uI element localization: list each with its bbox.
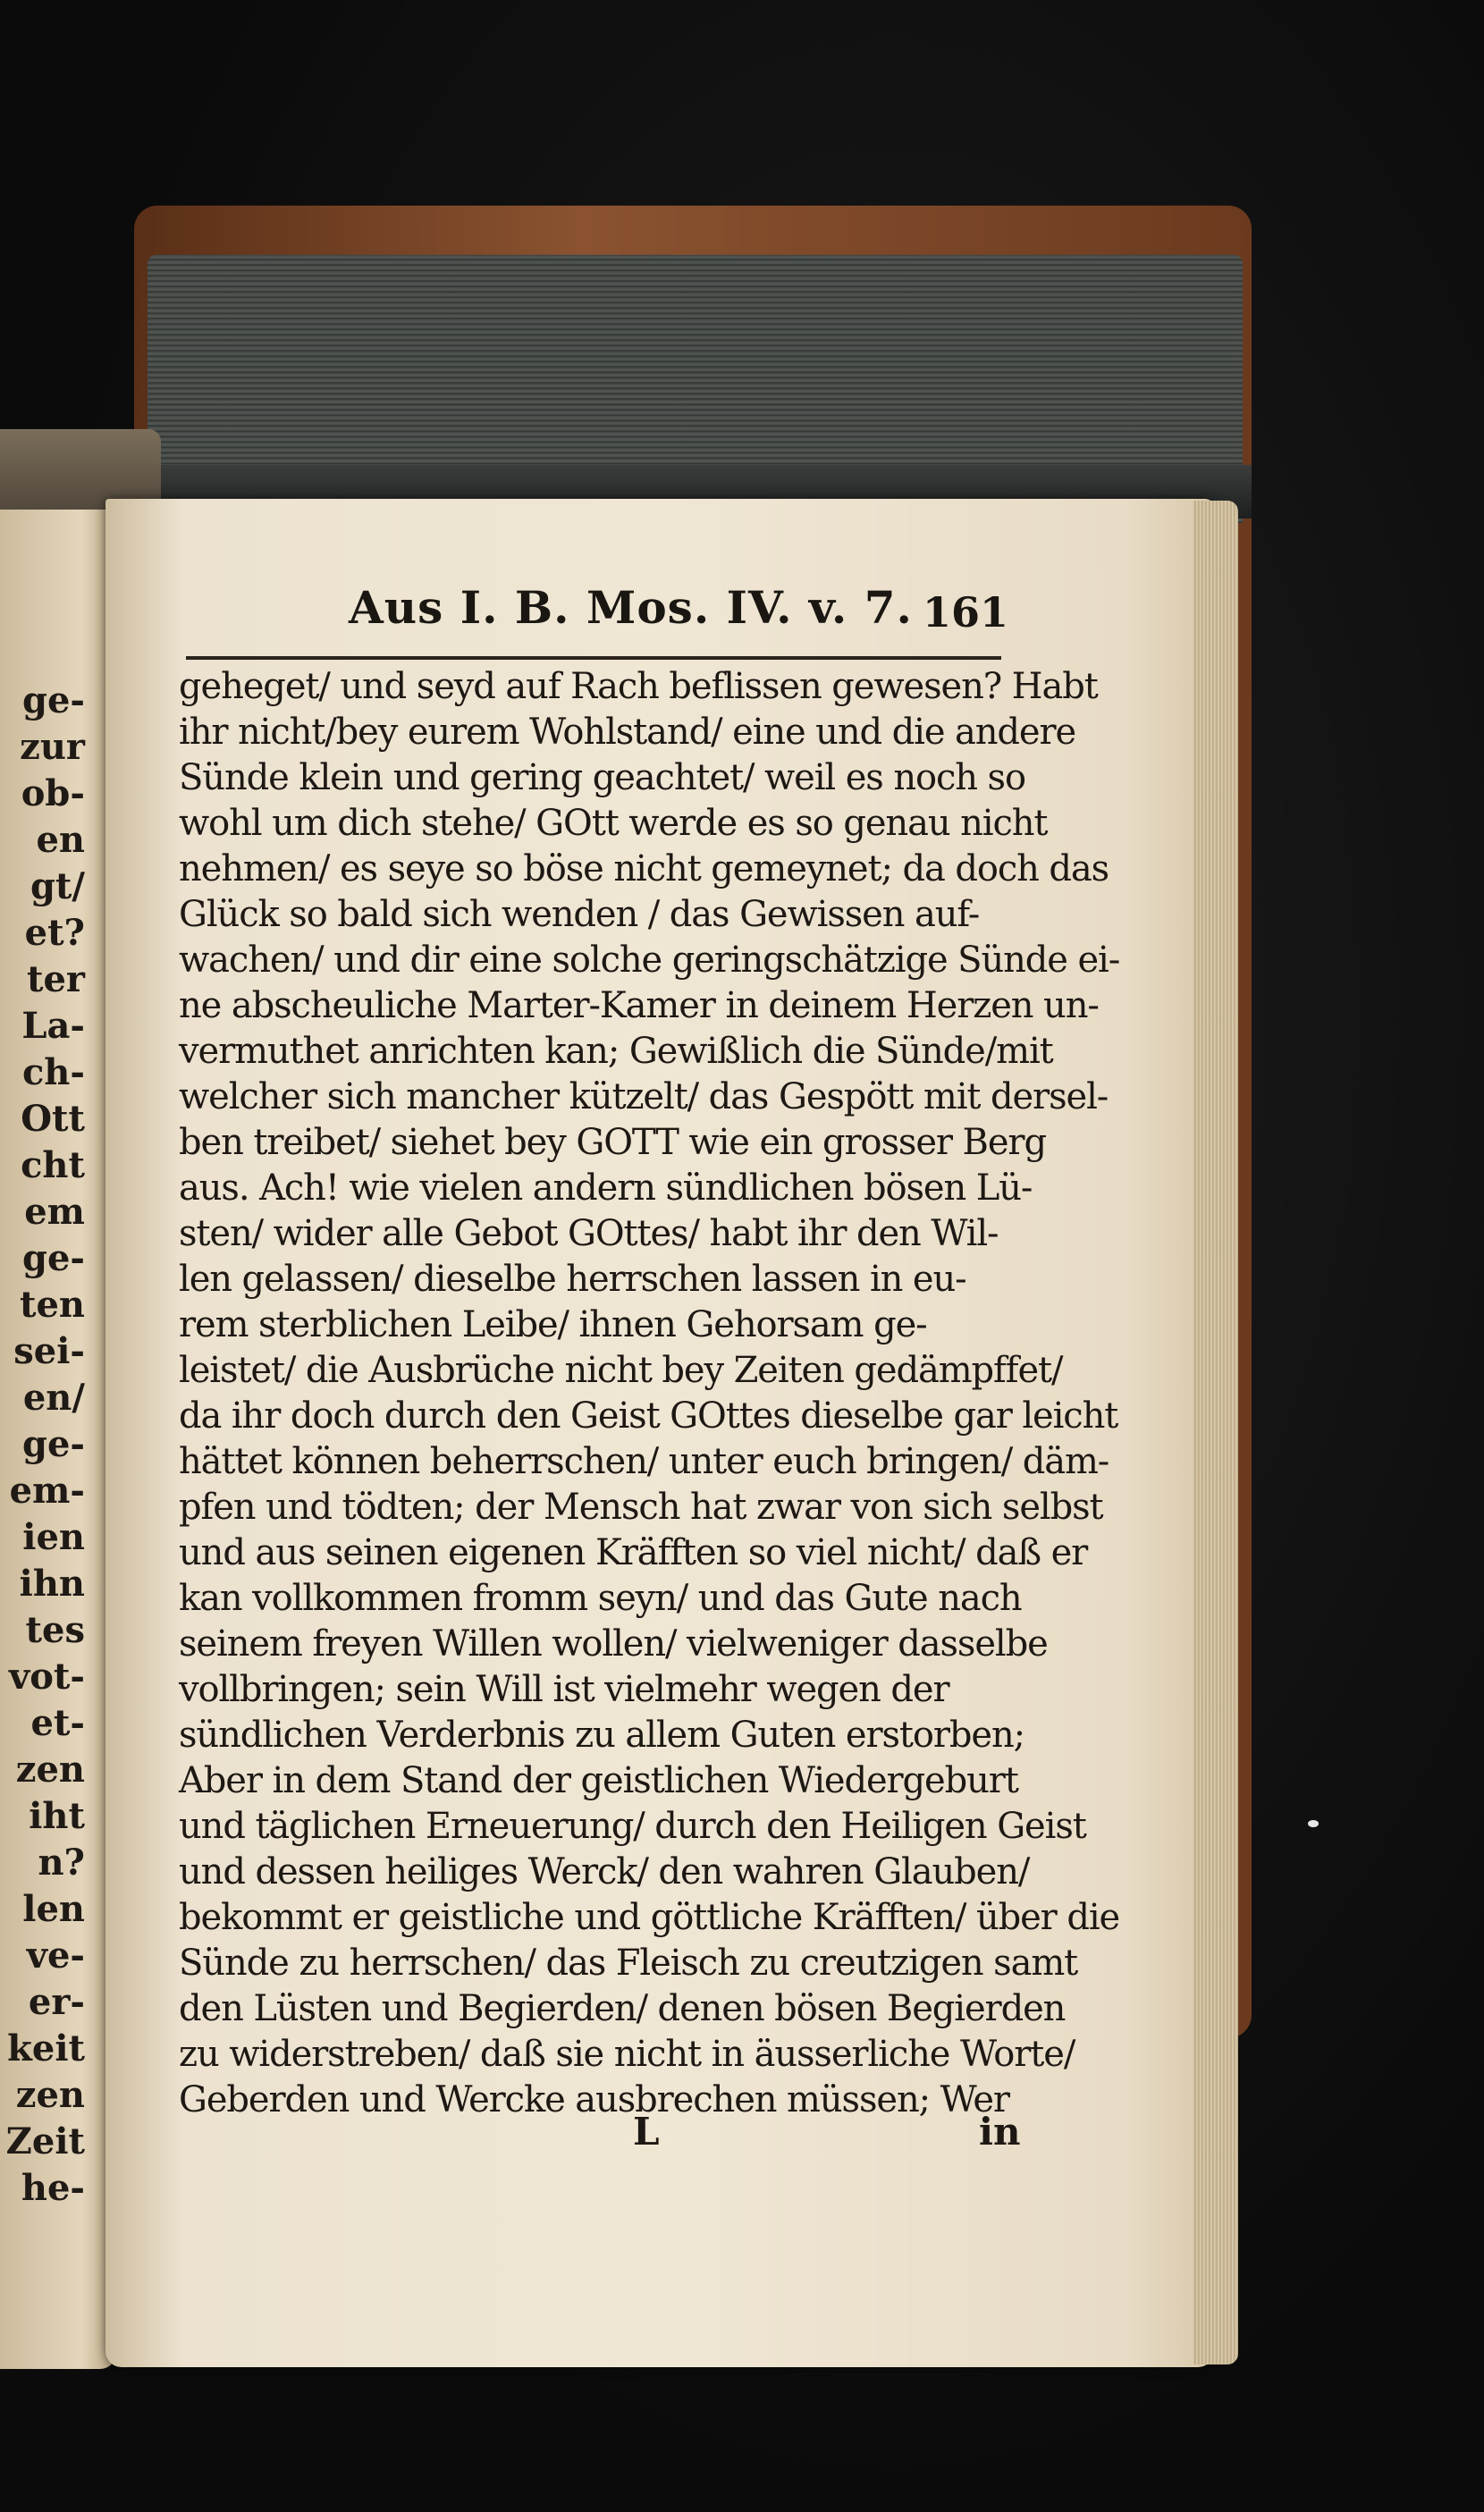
left-page-fragment: ve- [26,1935,85,1977]
text-line: Glück so bald sich wenden / das Gewissen auf- [179,894,980,935]
text-line: seinem freyen Willen wollen/ vielweniger dasselbe [179,1623,1048,1665]
text-line: ihr nicht/bey eurem Wohlstand/ eine und die andere [179,712,1076,753]
text-line: pfen und tödten; der Mensch hat zwar von sich selbst [179,1487,1103,1528]
left-page-fragment: ter [27,958,85,1000]
text-line: hättet können beherrschen/ unter euch bringen/ däm- [179,1441,1109,1482]
left-page-fragment: La- [21,1005,85,1047]
page-fore-edge [1193,501,1238,2364]
text-line: nehmen/ es seye so böse nicht gemeynet; da doch das [179,848,1109,889]
text-line: Geberden und Wercke ausbrechen müssen; Wer [179,2079,1009,2120]
left-page-fragment: ten [19,1284,85,1326]
left-page-fragment: Zeit [5,2120,85,2162]
left-page-fragment: ge- [21,679,85,721]
text-line: da ihr doch durch den Geist GOttes dieselbe gar leicht [179,1395,1118,1437]
text-line: vermuthet anrichten kan; Gewißlich die Sünde/mit [179,1031,1053,1072]
text-line: sündlichen Verderbnis zu allem Guten erstorben; [179,1715,1025,1756]
left-page-fragment: zen [15,1749,85,1791]
text-line: len gelassen/ dieselbe herrschen lassen in eu- [179,1259,966,1300]
left-page-text-fragments [0,679,85,2213]
dust-speck [1308,1820,1319,1827]
left-page-fragment: ge- [21,1237,85,1279]
text-line: den Lüsten und Begierden/ denen bösen Begierden [179,1988,1066,2029]
left-page-fragment: en [36,819,85,861]
text-line: rem sterblichen Leibe/ ihnen Gehorsam ge- [179,1304,927,1345]
left-page-fragment: et? [24,912,85,954]
text-line: aus. Ach! wie vielen andern sündlichen bösen Lü- [179,1167,1033,1209]
left-page-fragment: ien [22,1516,85,1558]
text-line: und dessen heiliges Werck/ den wahren Glauben/ [179,1851,1030,1892]
left-page-fragment: sei- [13,1330,85,1372]
text-line: bekommt er geistliche und göttliche Kräfften/ über die [179,1897,1120,1938]
running-head: Aus I. B. Mos. IV. v. 7. [349,581,913,634]
text-line: leistet/ die Ausbrüche nicht bey Zeiten gedämpffet/ [179,1350,1063,1391]
left-page-fragment: em [24,1191,85,1233]
left-page-fragment: keit [7,2027,85,2069]
body-text [179,666,1120,2125]
left-page-fragment: n? [38,1842,85,1884]
text-line: wachen/ und dir eine solche geringschätzige Sünde ei- [179,940,1120,981]
text-line: welcher sich mancher kützelt/ das Gespött mit dersel- [179,1076,1109,1117]
left-page-fragment: he- [21,2167,85,2209]
left-page-fragment: er- [28,1981,85,2023]
text-line: geheget/ und seyd auf Rach beflissen gewesen? Habt [179,666,1098,707]
header-rule [186,656,1001,660]
left-page-fragment: gt/ [30,865,85,907]
footer-row [179,2110,1021,2163]
text-line: und aus seinen eigenen Kräfften so viel nicht/ daß er [179,1532,1088,1573]
text-line: sten/ wider alle Gebot GOttes/ habt ihr den Wil- [179,1213,999,1254]
left-page-fragment: iht [29,1795,85,1837]
text-line: vollbringen; sein Will ist vielmehr wegen der [179,1669,949,1710]
left-page-fragment: zen [15,2074,85,2116]
left-page-fragment: vot- [9,1656,85,1698]
text-line: zu widerstreben/ daß sie nicht in äusserliche Worte/ [179,2034,1075,2075]
left-page-fragment: ob- [21,772,85,814]
catchword: in [979,2110,1021,2154]
text-line: Aber in dem Stand der geistlichen Wiedergeburt [179,1760,1018,1801]
left-page-fragment: len [22,1888,85,1930]
text-line: Sünde klein und gering geachtet/ weil es noch so [179,757,1025,798]
text-line: und täglichen Erneuerung/ durch den Heiligen Geist [179,1806,1086,1847]
left-page-fragment: cht [21,1144,85,1186]
text-line: kan vollkommen fromm seyn/ und das Gute nach [179,1578,1022,1619]
signature-mark: L [633,2110,660,2154]
left-page-fragment: ch- [21,1051,85,1093]
left-page-fragment: et- [30,1702,85,1744]
text-line: ne abscheuliche Marter-Kamer in deinem Herzen un- [179,985,1099,1026]
page-number: 161 [923,588,1009,636]
text-line: ben treibet/ siehet bey GOTT wie ein grosser Berg [179,1122,1046,1163]
left-page-fragment: tes [25,1609,85,1651]
left-page-fragment: em- [9,1470,85,1512]
left-page-fragment: ihn [19,1563,85,1605]
left-page-fragment: zur [20,726,85,768]
text-line: Sünde zu herrschen/ das Fleisch zu creutzigen samt [179,1943,1078,1984]
left-page-fragment: Ott [21,1098,85,1140]
text-line: wohl um dich stehe/ GOtt werde es so genau nicht [179,803,1048,844]
left-page-fragment: en/ [22,1377,85,1419]
left-page-fragment: ge- [21,1423,85,1465]
